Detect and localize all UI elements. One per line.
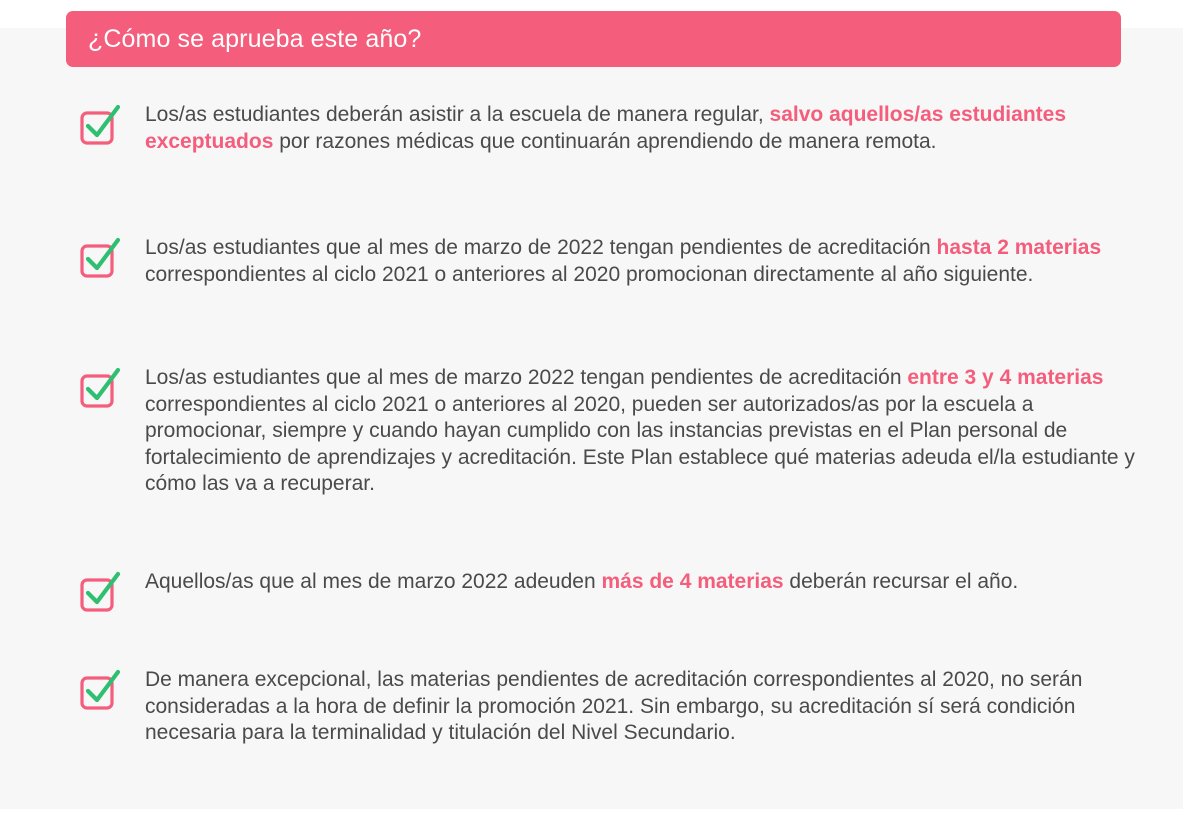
item-text-after: correspondientes al ciclo 2021 o anteriores al 2020, pueden ser autorizados/as por la escuela a promocionar, siempre y cuando hayan cumplido con las instancias previstas en el Plan personal de fortalecimiento de aprendizajes y acreditación. Este Plan establece qué materias adeuda el/la estudiante y cómo las va a recuperar.	[145, 392, 1135, 496]
item-text-highlight: salvo aquellos/as estudiantes exceptuados	[145, 103, 1066, 153]
item-text	[145, 365, 1135, 498]
section-title: ¿Cómo se aprueba este año?	[88, 24, 422, 53]
item-text	[145, 102, 1135, 155]
item-text	[145, 235, 1135, 288]
item-text-highlight: entre 3 y 4 materias	[907, 366, 1104, 389]
item-text-before: Aquellos/as que al mes de marzo 2022 adeuden	[145, 570, 602, 593]
item-text-before: De manera excepcional, las materias pendientes de acreditación correspondientes al 2020, no serán consideradas a la hora de definir la promoción 2021. Sin embargo, su acreditación sí será condición necesaria para la terminalidad y titulación del Nivel Secundario.	[145, 668, 1083, 745]
item-text-after: correspondientes al ciclo 2021 o anteriores al 2020 promocionan directamente al año siguiente.	[145, 262, 1034, 286]
checkbox-check-icon	[80, 669, 122, 711]
item-text-before: Los/as estudiantes que al mes de marzo de 2022 tengan pendientes de acreditación	[145, 236, 937, 259]
item-text	[145, 569, 1135, 596]
item-text-before: Los/as estudiantes deberán asistir a la escuela de manera regular,	[145, 103, 770, 126]
checkbox-check-icon	[80, 367, 122, 409]
checkbox-check-icon	[80, 104, 122, 146]
item-text	[145, 667, 1135, 747]
checkbox-check-icon	[80, 237, 122, 279]
item-text-after: deberán recursar el año.	[783, 570, 1019, 593]
section-header	[66, 11, 1121, 67]
item-text-highlight: más de 4 materias	[601, 570, 784, 593]
checkbox-check-icon	[80, 571, 122, 613]
item-text-before: Los/as estudiantes que al mes de marzo 2022 tengan pendientes de acreditación	[145, 366, 908, 389]
item-text-highlight: hasta 2 materias	[936, 236, 1102, 259]
item-text-after: por razones médicas que continuarán aprendiendo de manera remota.	[273, 129, 937, 153]
